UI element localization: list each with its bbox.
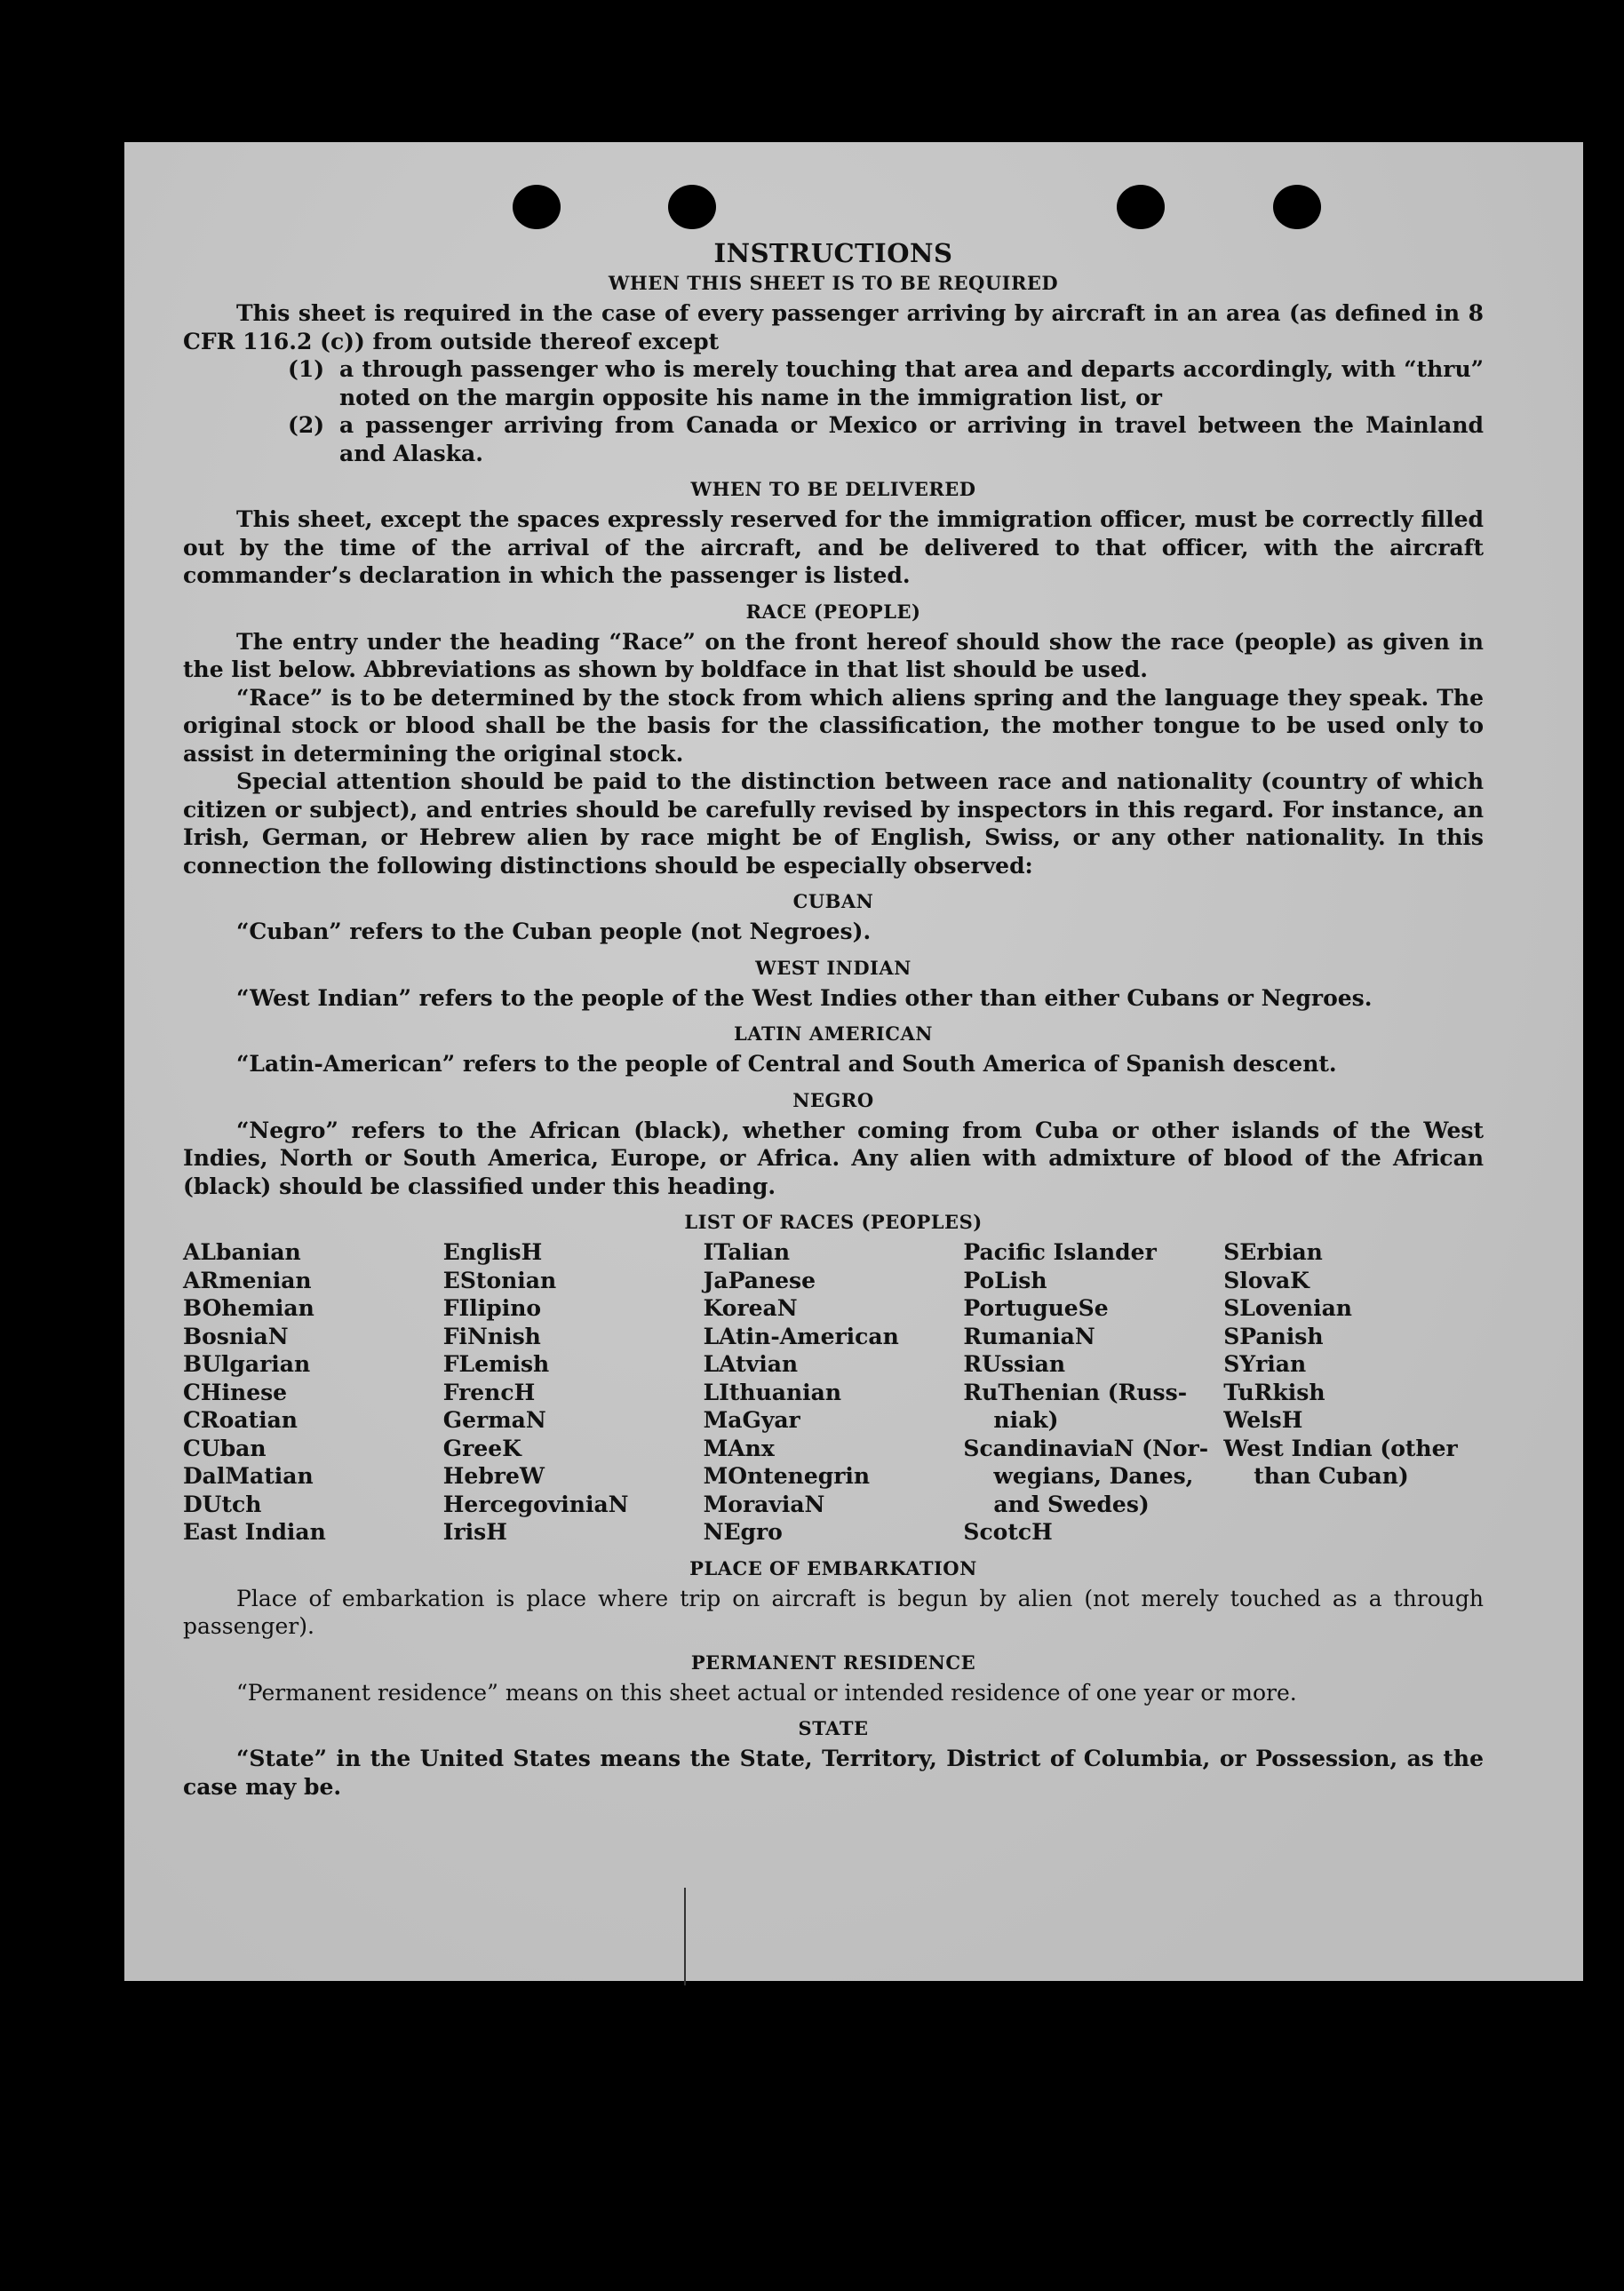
punch-hole	[1117, 185, 1165, 229]
race-entry: CHinese	[183, 1379, 288, 1405]
race-entry: IrisH	[442, 1519, 507, 1545]
race-entry: MaGyar	[703, 1407, 800, 1433]
instruction-sheet	[124, 142, 1583, 1981]
permanent-residence-text: “Permanent residence” means on this sheet actual or intended residence of one year or more.	[236, 1679, 1297, 1706]
race-entry: FiNnish	[442, 1323, 541, 1349]
race-entry: ScotcH	[963, 1519, 1053, 1545]
race-entry: DalMatian	[183, 1463, 314, 1489]
latin-american-heading: LATIN AMERICAN	[734, 1022, 933, 1045]
race-entry: SYrian	[1223, 1351, 1307, 1377]
race-column	[704, 1238, 964, 1547]
race-entry: LAtvian	[703, 1351, 799, 1377]
race-entry: FIlipino	[442, 1295, 542, 1321]
race-entry: SPanish	[1223, 1323, 1324, 1349]
state-text: “State” in the United States means the State, Territory, District of Columbia, or Possession, as the case may be.	[183, 1746, 1484, 1800]
exception-number: (1)	[288, 356, 325, 382]
race-entry: West Indian (other	[1223, 1435, 1458, 1461]
race-entry: LIthuanian	[703, 1379, 842, 1405]
race-paragraph: “Race” is to be determined by the stock from which aliens spring and the language they speak. The original stock or blood shall be the basis for the classification, the mother tongue to be used only to assist in determining the original stock.	[183, 684, 1484, 767]
race-entry: EStonian	[442, 1267, 557, 1293]
race-entry: BosniaN	[183, 1323, 289, 1349]
page-title: INSTRUCTIONS	[713, 238, 953, 268]
race-entry: WelsH	[1223, 1407, 1303, 1433]
negro-heading: NEGRO	[792, 1088, 874, 1111]
place-of-embarkation-heading: PLACE OF EMBARKATION	[689, 1556, 977, 1579]
race-entry: CUban	[183, 1435, 267, 1461]
race-entry: MOntenegrin	[703, 1463, 871, 1489]
race-entry: HebreW	[442, 1463, 545, 1489]
race-entry: niak)	[993, 1407, 1059, 1433]
place-of-embarkation-text: Place of embarkation is place where trip on aircraft is begun by alien (not merely touched as a through passenger).	[183, 1585, 1484, 1639]
exception-text: a passenger arriving from Canada or Mexico or arriving in travel between the Mainland and Alaska.	[339, 412, 1484, 466]
when-required-intro: This sheet is required in the case of every passenger arriving by aircraft in an area (as defined in 8 CFR 116.2 (c)) from outside thereof except	[183, 300, 1484, 354]
race-entry: ALbanian	[183, 1239, 301, 1265]
exception-item	[183, 355, 1484, 411]
permanent-residence-heading: PERMANENT RESIDENCE	[690, 1651, 976, 1674]
race-entry: TuRkish	[1223, 1379, 1325, 1405]
race-entry: MoraviaN	[703, 1491, 825, 1517]
race-entry: NEgro	[703, 1519, 783, 1545]
when-delivered-text: This sheet, except the spaces expressly reserved for the immigration officer, must be correctly filled out by the time of the arrival of the aircraft, and be delivered to that officer, with the aircraft commander’s declaration in which the passenger is listed.	[183, 506, 1484, 588]
race-entry: DUtch	[183, 1491, 262, 1517]
race-heading: RACE (PEOPLE)	[745, 600, 921, 623]
race-entry: ARmenian	[183, 1267, 312, 1293]
race-entry: FrencH	[442, 1379, 536, 1405]
race-column	[963, 1238, 1223, 1547]
race-entry: wegians, Danes,	[993, 1463, 1194, 1489]
race-entry: Pacific Islander	[963, 1239, 1157, 1265]
race-column	[1223, 1238, 1484, 1547]
latin-american-text: “Latin-American” refers to the people of Central and South America of Spanish descent.	[236, 1051, 1337, 1077]
punch-hole	[668, 185, 716, 229]
race-entry: East Indian	[183, 1519, 326, 1545]
race-paragraph: Special attention should be paid to the distinction between race and nationality (country of which citizen or subject), and entries should be carefully revised by inspectors in this regard. For instance, an Irish, German, or Hebrew alien by race might be of English, Swiss, or any other nationality. In this connection the following distinctions should be especially observed:	[183, 768, 1484, 879]
when-required-heading: WHEN THIS SHEET IS TO BE REQUIRED	[608, 272, 1059, 294]
race-entry: KoreaN	[703, 1295, 798, 1321]
race-entry: EnglisH	[442, 1239, 543, 1265]
list-of-races-heading: LIST OF RACES (PEOPLES)	[684, 1211, 983, 1233]
race-entry: BUlgarian	[183, 1351, 311, 1377]
west-indian-heading: WEST INDIAN	[755, 956, 912, 979]
race-entry: LAtin-American	[703, 1323, 899, 1349]
exception-number: (2)	[288, 412, 325, 438]
race-entry: PortugueSe	[963, 1295, 1109, 1321]
punch-hole	[1273, 185, 1321, 229]
race-paragraph: The entry under the heading “Race” on the front hereof should show the race (people) as given in the list below. Abbreviations as shown by boldface in that list should be used.	[183, 628, 1484, 682]
race-entry: BOhemian	[183, 1295, 314, 1321]
cuban-heading: CUBAN	[792, 890, 874, 912]
race-entry: SErbian	[1223, 1239, 1323, 1265]
race-entry: than Cuban)	[1254, 1463, 1409, 1489]
race-entry: and Swedes)	[993, 1491, 1150, 1517]
race-entry: RumaniaN	[963, 1323, 1095, 1349]
state-heading: STATE	[798, 1717, 869, 1739]
race-column	[183, 1238, 443, 1547]
race-entry: GermaN	[442, 1407, 546, 1433]
exception-text: a through passenger who is merely touching that area and departs accordingly, with “thru” noted on the margin opposite his name in the immigration list, or	[339, 356, 1484, 410]
race-entry: PoLish	[963, 1267, 1047, 1293]
race-entry: GreeK	[442, 1435, 521, 1461]
when-delivered-heading: WHEN TO BE DELIVERED	[690, 478, 976, 500]
race-entry: ITalian	[703, 1239, 791, 1265]
race-entry: ScandinaviaN (Nor-	[963, 1435, 1209, 1461]
race-entry: HercegoviniaN	[442, 1491, 629, 1517]
race-entry: JaPanese	[703, 1267, 816, 1293]
negro-text: “Negro” refers to the African (black), whether coming from Cuba or other islands of the West Indies, North or South America, Europe, or Africa. Any alien with admixture of blood of the African (black) should be classified under this heading.	[183, 1117, 1484, 1199]
paper-crease	[684, 1888, 686, 1985]
race-entry: MAnx	[703, 1435, 775, 1461]
west-indian-text: “West Indian” refers to the people of the West Indies other than either Cubans or Negroes.	[236, 984, 1373, 1011]
race-entry: SlovaK	[1223, 1267, 1310, 1293]
race-entry: FLemish	[442, 1351, 550, 1377]
list-of-races	[183, 1238, 1484, 1547]
race-entry: RuThenian (Russ-	[963, 1379, 1188, 1405]
race-entry: RUssian	[963, 1351, 1065, 1377]
cuban-text: “Cuban” refers to the Cuban people (not Negroes).	[236, 919, 872, 944]
race-entry: CRoatian	[183, 1407, 298, 1433]
exception-item	[183, 411, 1484, 467]
race-entry: SLovenian	[1223, 1295, 1352, 1321]
punch-hole	[513, 185, 561, 229]
race-column	[443, 1238, 704, 1547]
